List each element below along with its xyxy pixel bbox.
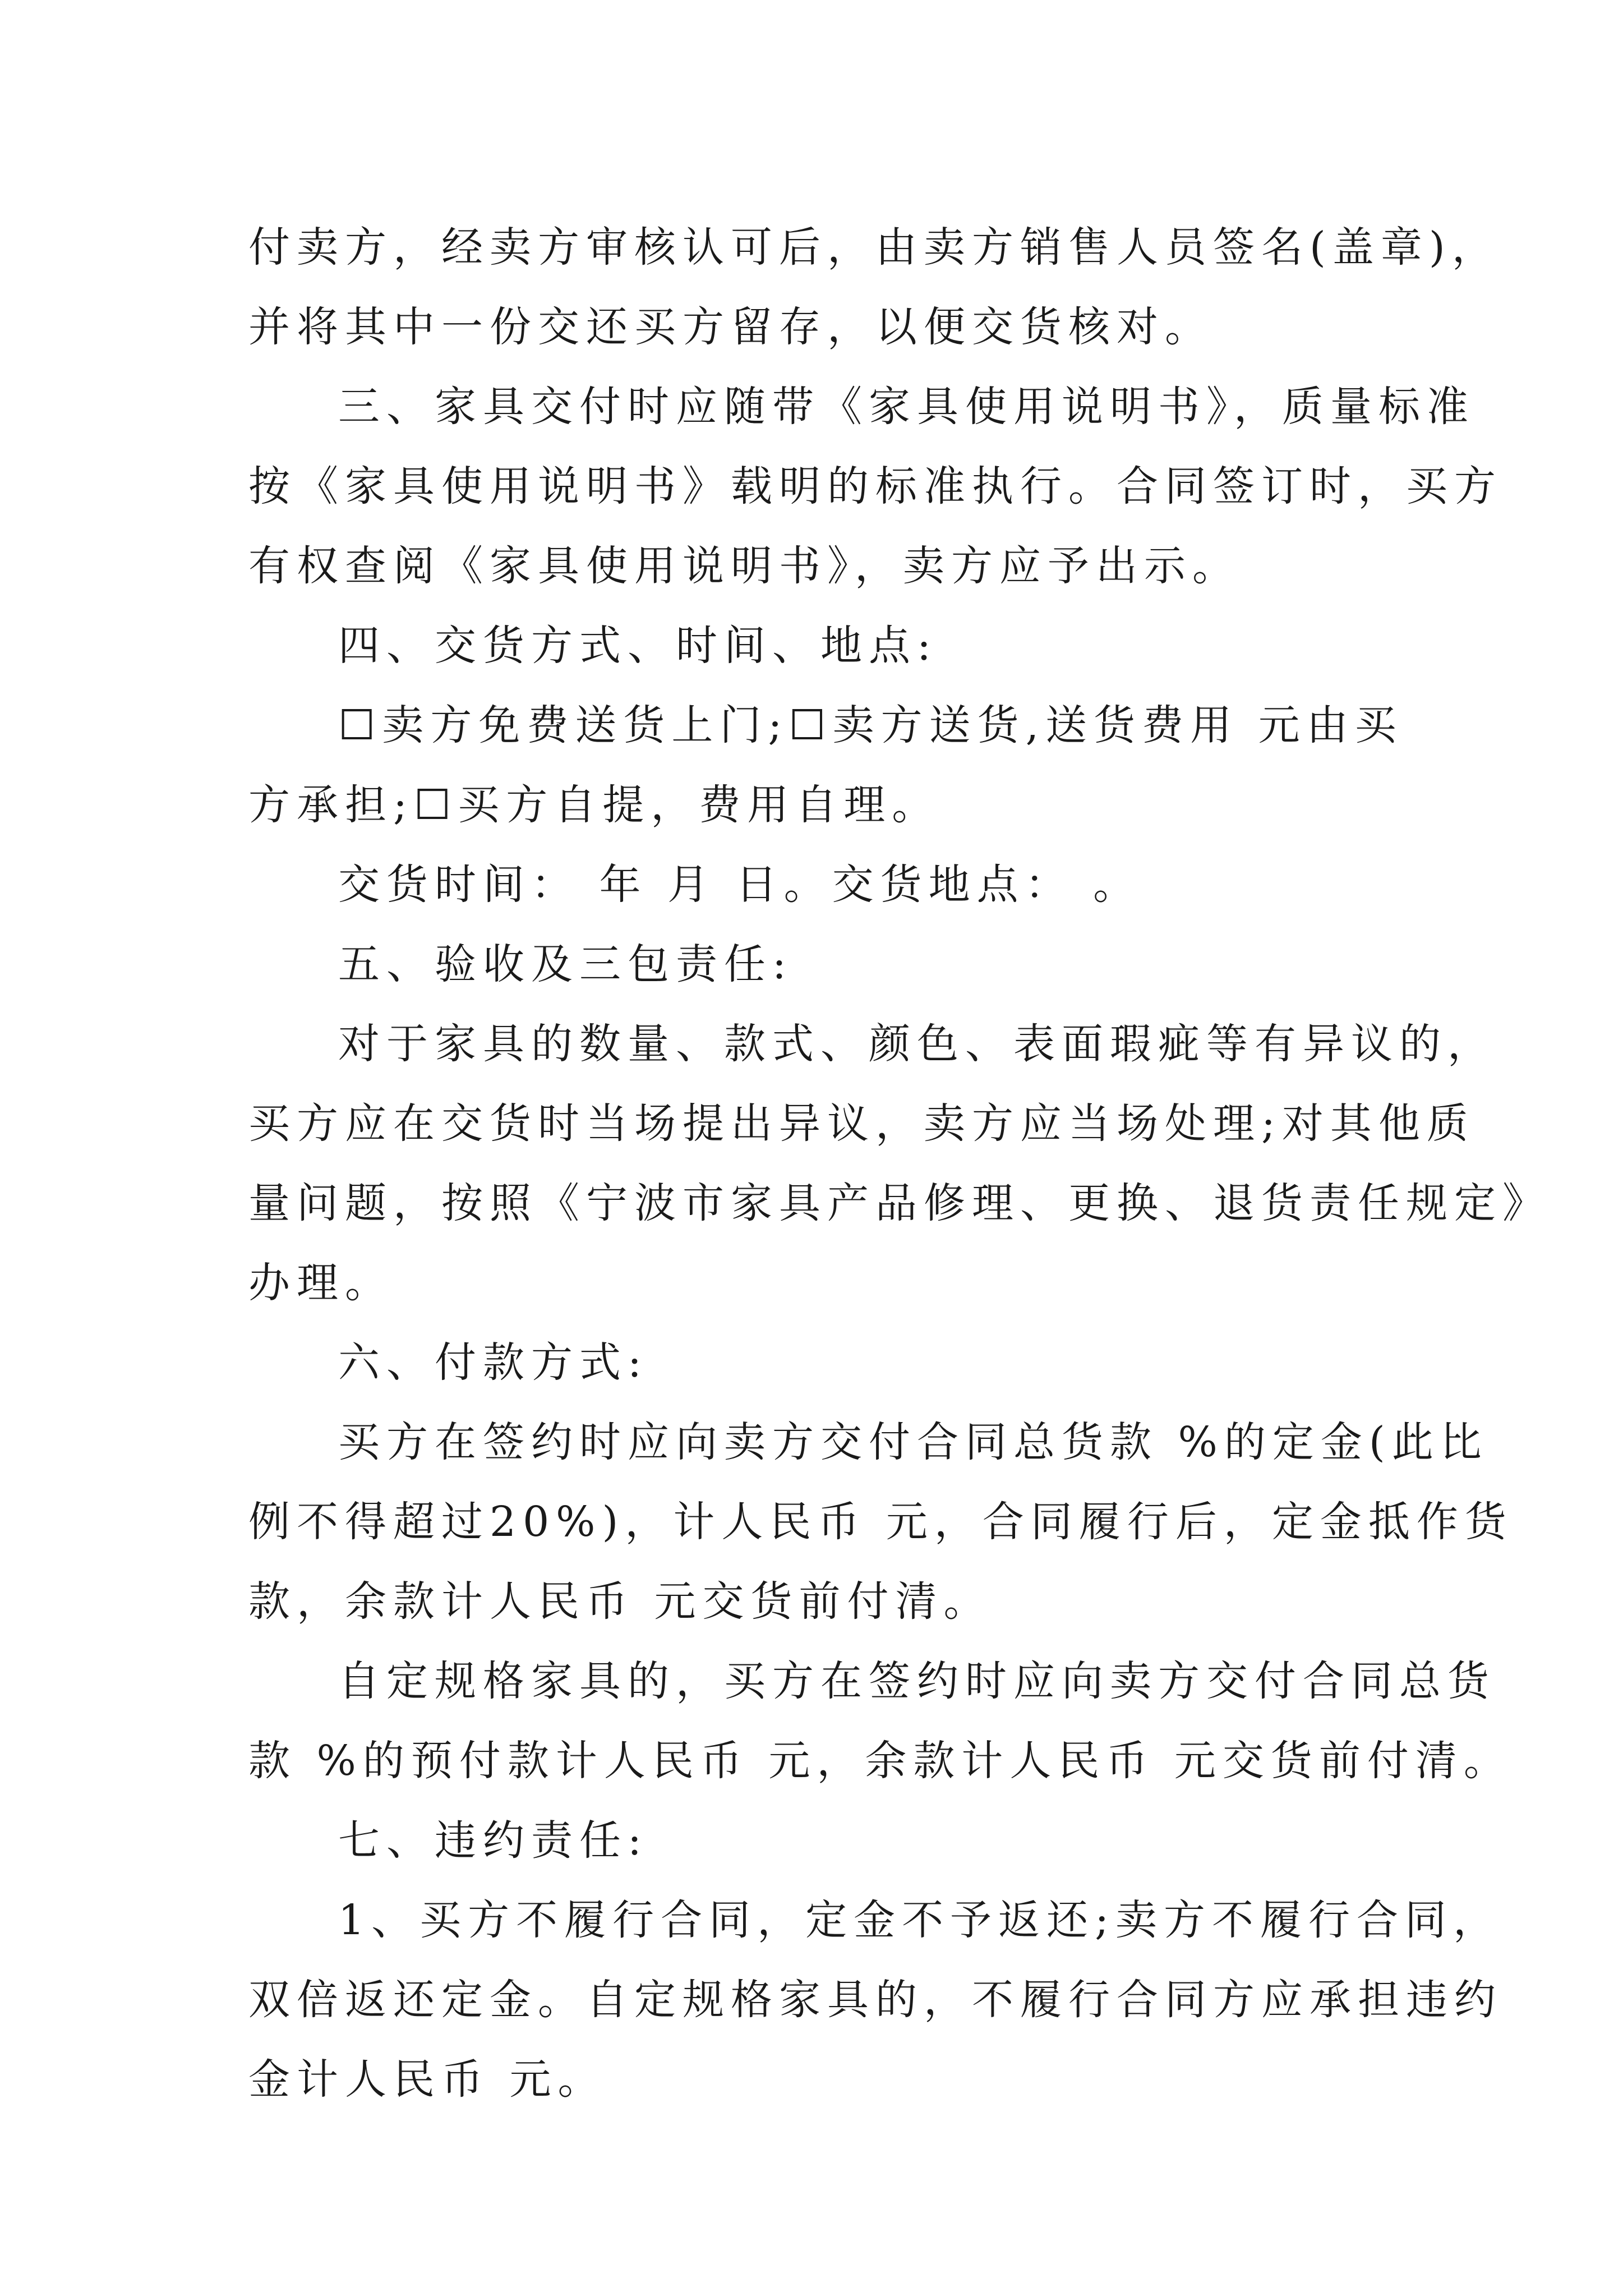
- text-line: 对于家具的数量、款式、颜色、表面瑕疵等有异议的，: [338, 1020, 1496, 1068]
- text-line: 办理。: [248, 1259, 393, 1307]
- paragraph: [248, 1004, 1551, 1323]
- text-line: 款 %的预付款计人民币 元，余款计人民币 元交货前付清。: [248, 1737, 1512, 1785]
- text-line: 买方在签约时应向卖方交付合同总货款 %的定金(此比: [338, 1418, 1488, 1466]
- text-line: 七、违约责任:: [338, 1816, 648, 1865]
- text-line: 双倍返还定金。自定规格家具的，不履行合同方应承担违约: [248, 1976, 1502, 2024]
- text-line: 并将其中一份交还买方留存，以便交货核对。: [248, 303, 1213, 351]
- text-line: 买方应在交货时当场提出异议，卖方应当场处理;对其他质: [248, 1099, 1475, 1148]
- paragraph: [248, 1880, 1502, 2119]
- document-body: [248, 208, 1551, 2119]
- text-line: 五、验收及三包责任:: [338, 940, 793, 988]
- paragraph: [248, 1323, 1393, 1402]
- text-line: 金计人民币 元。: [248, 2055, 606, 2104]
- paragraph: [248, 1402, 1513, 1641]
- text-line: 量问题，按照《宁波市家具产品修理、更换、退货责任规定》: [248, 1179, 1551, 1227]
- paragraph: [248, 1641, 1512, 1801]
- text-line: 有权查阅《家具使用说明书》，卖方应予出示。: [248, 542, 1241, 590]
- text-line: 四、交货方式、时间、地点:: [338, 622, 938, 670]
- text-line: 方承担;☐买方自提，费用自理。: [248, 781, 940, 829]
- text-line: 自定规格家具的，买方在签约时应向卖方交付合同总货: [338, 1657, 1496, 1705]
- paragraph: [248, 1801, 1393, 1880]
- paragraph: [248, 685, 1403, 845]
- paragraph: [248, 924, 1393, 1004]
- paragraph: [248, 845, 1393, 924]
- text-line: 交货时间： 年 月 日。交货地点： 。: [338, 861, 1142, 909]
- text-line: 款，余款计人民币 元交货前付清。: [248, 1577, 992, 1626]
- paragraph: [248, 208, 1500, 367]
- text-line: 例不得超过20%)，计人民币 元，合同履行后，定金抵作货: [248, 1498, 1513, 1546]
- text-line: 三、家具交付时应随带《家具使用说明书》，质量标准: [338, 383, 1475, 431]
- text-line: 1、买方不履行合同，定金不予返还;卖方不履行合同，: [338, 1896, 1502, 1944]
- paragraph: [248, 606, 1393, 685]
- text-line: 付卖方，经卖方审核认可后，由卖方销售人员签名(盖章)，: [248, 223, 1500, 272]
- text-line: 按《家具使用说明书》载明的标准执行。合同签订时，买方: [248, 462, 1502, 510]
- paragraph: [248, 367, 1502, 606]
- text-line: ☐卖方免费送货上门;☐卖方送货,送货费用 元由买: [338, 701, 1403, 749]
- text-line: 六、付款方式:: [338, 1338, 648, 1387]
